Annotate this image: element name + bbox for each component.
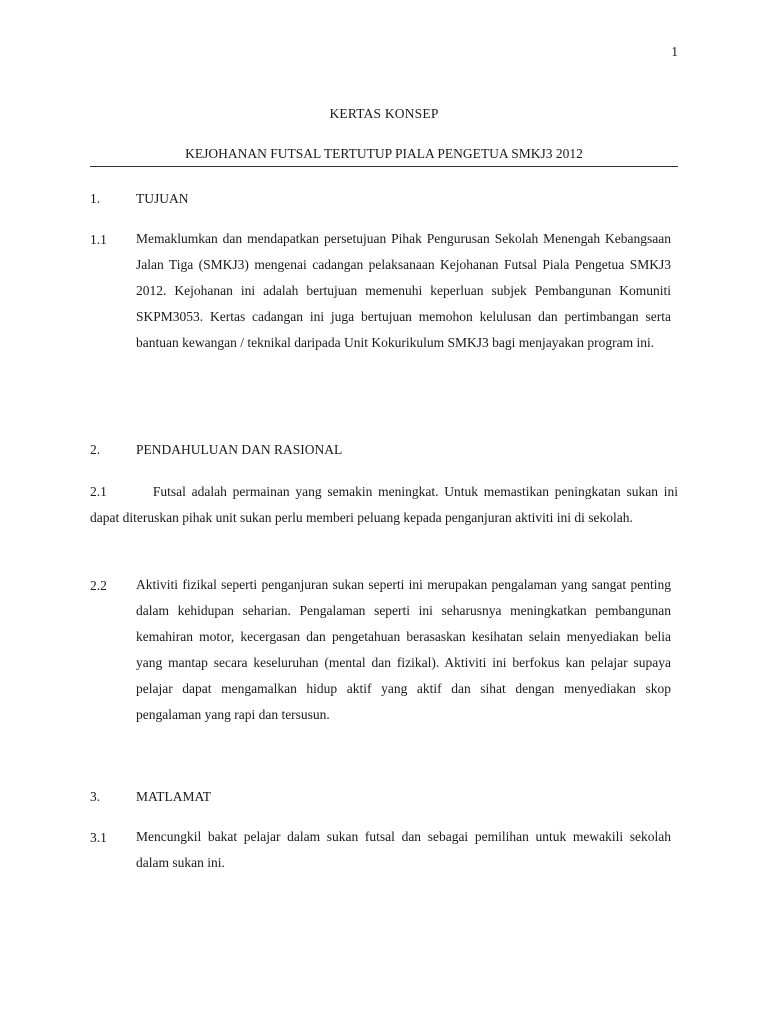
section-number: 2.: [90, 442, 101, 457]
paragraph-3-1: Mencungkil bakat pelajar dalam sukan futsal dan sebagai pemilihan untuk mewakili sekolah dalam sukan ini.: [136, 829, 671, 870]
section-heading-pendahuluan: PENDAHULUAN DAN RASIONAL: [136, 442, 343, 457]
item-number: 1.1: [90, 232, 107, 247]
page-number: 1: [671, 44, 678, 59]
paragraph-1-1: Memaklumkan dan mendapatkan persetujuan Pihak Pengurusan Sekolah Menengah Kebangsaan Jalan Tiga (SMKJ3) mengenai cadangan pelaksanaan Kejohanan Futsal Piala Pengetua SMKJ3 2012. Kejohanan ini adalah bertujuan memenuhi keperluan subjek Pembangunan Komuniti SKPM3053. Kertas cadangan ini juga bertujuan memohon kelulusan dan pertimbangan serta bantuan kewangan / teknikal daripada Unit Kokurikulum SMKJ3 bagi menjayakan program ini.: [136, 231, 671, 350]
section-number: 3.: [90, 789, 101, 804]
item-number: 2.2: [90, 578, 107, 593]
section-heading-matlamat: MATLAMAT: [136, 789, 212, 804]
document-title: KERTAS KONSEP: [329, 106, 439, 121]
item-number: 2.1: [90, 484, 107, 499]
item-number: 3.1: [90, 830, 107, 845]
section-number: 1.: [90, 191, 101, 206]
document-subtitle: KEJOHANAN FUTSAL TERTUTUP PIALA PENGETUA SMKJ3 2012: [185, 146, 583, 161]
paragraph-2-1: [90, 479, 678, 531]
paragraph-2-1-text: Futsal adalah permainan yang semakin meningkat. Untuk memastikan peningkatan sukan ini dapat diteruskan pihak unit sukan perlu memberi peluang kepada penganjuran aktiviti ini di sekolah.: [90, 484, 678, 525]
section-heading-tujuan: TUJUAN: [136, 191, 189, 206]
title-divider: [90, 166, 678, 167]
paragraph-2-2: Aktiviti fizikal seperti penganjuran sukan seperti ini merupakan pengalaman yang sangat penting dalam kehidupan seharian. Pengalaman seperti ini seharusnya meningkatkan pembangunan kemahiran motor, kecergasan dan pengetahuan berasaskan kesihatan selain menyediakan belia yang mantap secara keseluruhan (mental dan fizikal). Aktiviti ini berfokus kan pelajar supaya pelajar dapat mengamalkan hidup aktif yang aktif dan sihat dengan menyediakan skop pengalaman yang rapi dan tersusun.: [136, 577, 671, 722]
